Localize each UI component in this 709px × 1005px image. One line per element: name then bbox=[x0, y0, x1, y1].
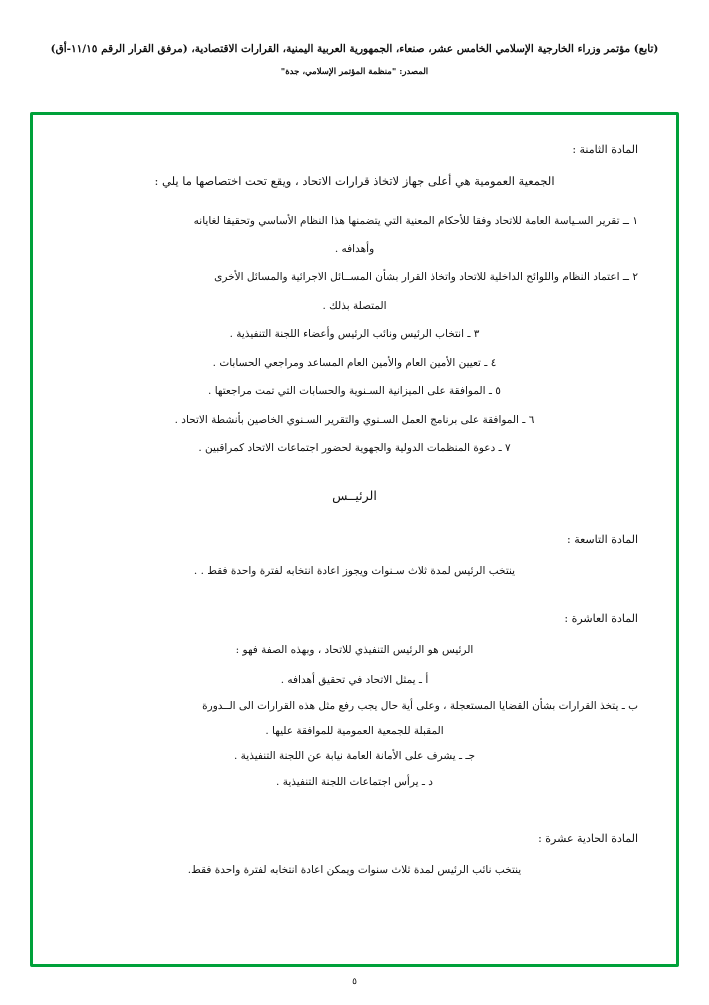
document-header bbox=[0, 42, 709, 77]
article-eight-section bbox=[71, 143, 638, 458]
article-ten-lead: الرئيس هو الرئيس التنفيذي للاتحاد ، وبهذه الصفة فهو : bbox=[235, 644, 474, 657]
article-ten-item-cont: المقبلة للجمعية العمومية للموافقة عليها . bbox=[265, 725, 444, 738]
spacer bbox=[71, 798, 638, 832]
article-eight-lead: الجمعية العمومية هي أعلى جهاز لاتخاذ قرارات الاتحاد ، ويقع تحت اختصاصها ما يلي : bbox=[154, 174, 555, 188]
article-ten-item: ب ـ يتخذ القرارات بشأن القضايا المستعجلة ، وعلى أية حال يجب رفع مثل هذه القرارات الى الــدورة bbox=[202, 699, 638, 712]
header-title-line: (تابع) مؤتمر وزراء الخارجية الإسلامي الخامس عشر، صنعاء، الجمهورية العربية اليمنية، القرارات الاقتصادية، (مرفق القرار الرقم ١١/١٥-أق) bbox=[50, 43, 659, 55]
article-nine-text: ينتخب الرئيس لمدة ثلاث سـنوات ويجوز اعادة انتخابه لفترة واحدة فقط . . bbox=[193, 565, 516, 578]
article-eight-item: ٣ ـ انتخاب الرئيس ونائب الرئيس وأعضاء اللجنة التنفيذية . bbox=[229, 328, 480, 341]
green-border-frame bbox=[30, 112, 679, 967]
article-ten-item: أ ـ يمثل الاتحاد في تحقيق أهدافه . bbox=[280, 674, 429, 687]
article-ten-item: د ـ يرأس اجتماعات اللجنة التنفيذية . bbox=[276, 775, 433, 788]
article-eight-item: ٥ ـ الموافقة على الميزانية السـنوية والحسابات التي تمت مراجعتها . bbox=[208, 385, 501, 398]
article-eleven-text: ينتخب نائب الرئيس لمدة ثلاث سنوات ويمكن اعادة انتخابه لفترة واحدة فقط. bbox=[187, 864, 522, 877]
article-nine-section bbox=[71, 533, 638, 582]
header-source-line: المصدر: "منظمة المؤتمر الإسلامي، جدة" bbox=[280, 66, 429, 77]
article-ten-section bbox=[71, 612, 638, 792]
article-nine-title: المادة التاسعة : bbox=[567, 533, 638, 547]
page-number: ٥ bbox=[352, 977, 357, 987]
article-eight-item: ٦ ـ الموافقة على برنامج العمل السـنوي والتقرير السـنوي الخاصين بأنشطة الاتحاد . bbox=[174, 413, 535, 426]
article-eight-title: المادة الثامنة : bbox=[572, 143, 638, 156]
article-ten-item: جـ ـ يشرف على الأمانة العامة نيابة عن اللجنة التنفيذية . bbox=[234, 750, 475, 763]
article-eleven-section bbox=[71, 832, 638, 881]
spacer bbox=[71, 592, 638, 612]
chair-heading: الرئيــس bbox=[332, 488, 377, 504]
article-ten-title: المادة العاشرة : bbox=[564, 612, 638, 626]
article-eight-item: ١ ــ تقرير السـياسة العامة للاتحاد وفقا للأحكام المعنية التي يتضمنها هذا النظام الأساسي وتحقيقا لغايانه bbox=[193, 214, 638, 227]
article-eight-item: ٢ ــ اعتماد النظام واللوائح الداخلية للاتحاد واتخاذ القرار بشأن المســائل الاجرائية والمسائل الأخرى bbox=[214, 271, 638, 284]
article-eight-item: ٧ ـ دعوة المنظمات الدولية والجهوية لحضور اجتماعات الاتحاد كمراقبين . bbox=[198, 441, 511, 454]
document-body bbox=[33, 115, 676, 964]
article-eight-item-cont: المتصلة بذلك . bbox=[322, 299, 387, 312]
article-eight-item: ٤ ـ تعيين الأمين العام والأمين العام المساعد ومراجعي الحسابات . bbox=[212, 356, 497, 369]
article-eight-item-cont: وأهدافه . bbox=[334, 242, 375, 255]
article-eleven-title: المادة الحادية عشرة : bbox=[538, 832, 638, 846]
